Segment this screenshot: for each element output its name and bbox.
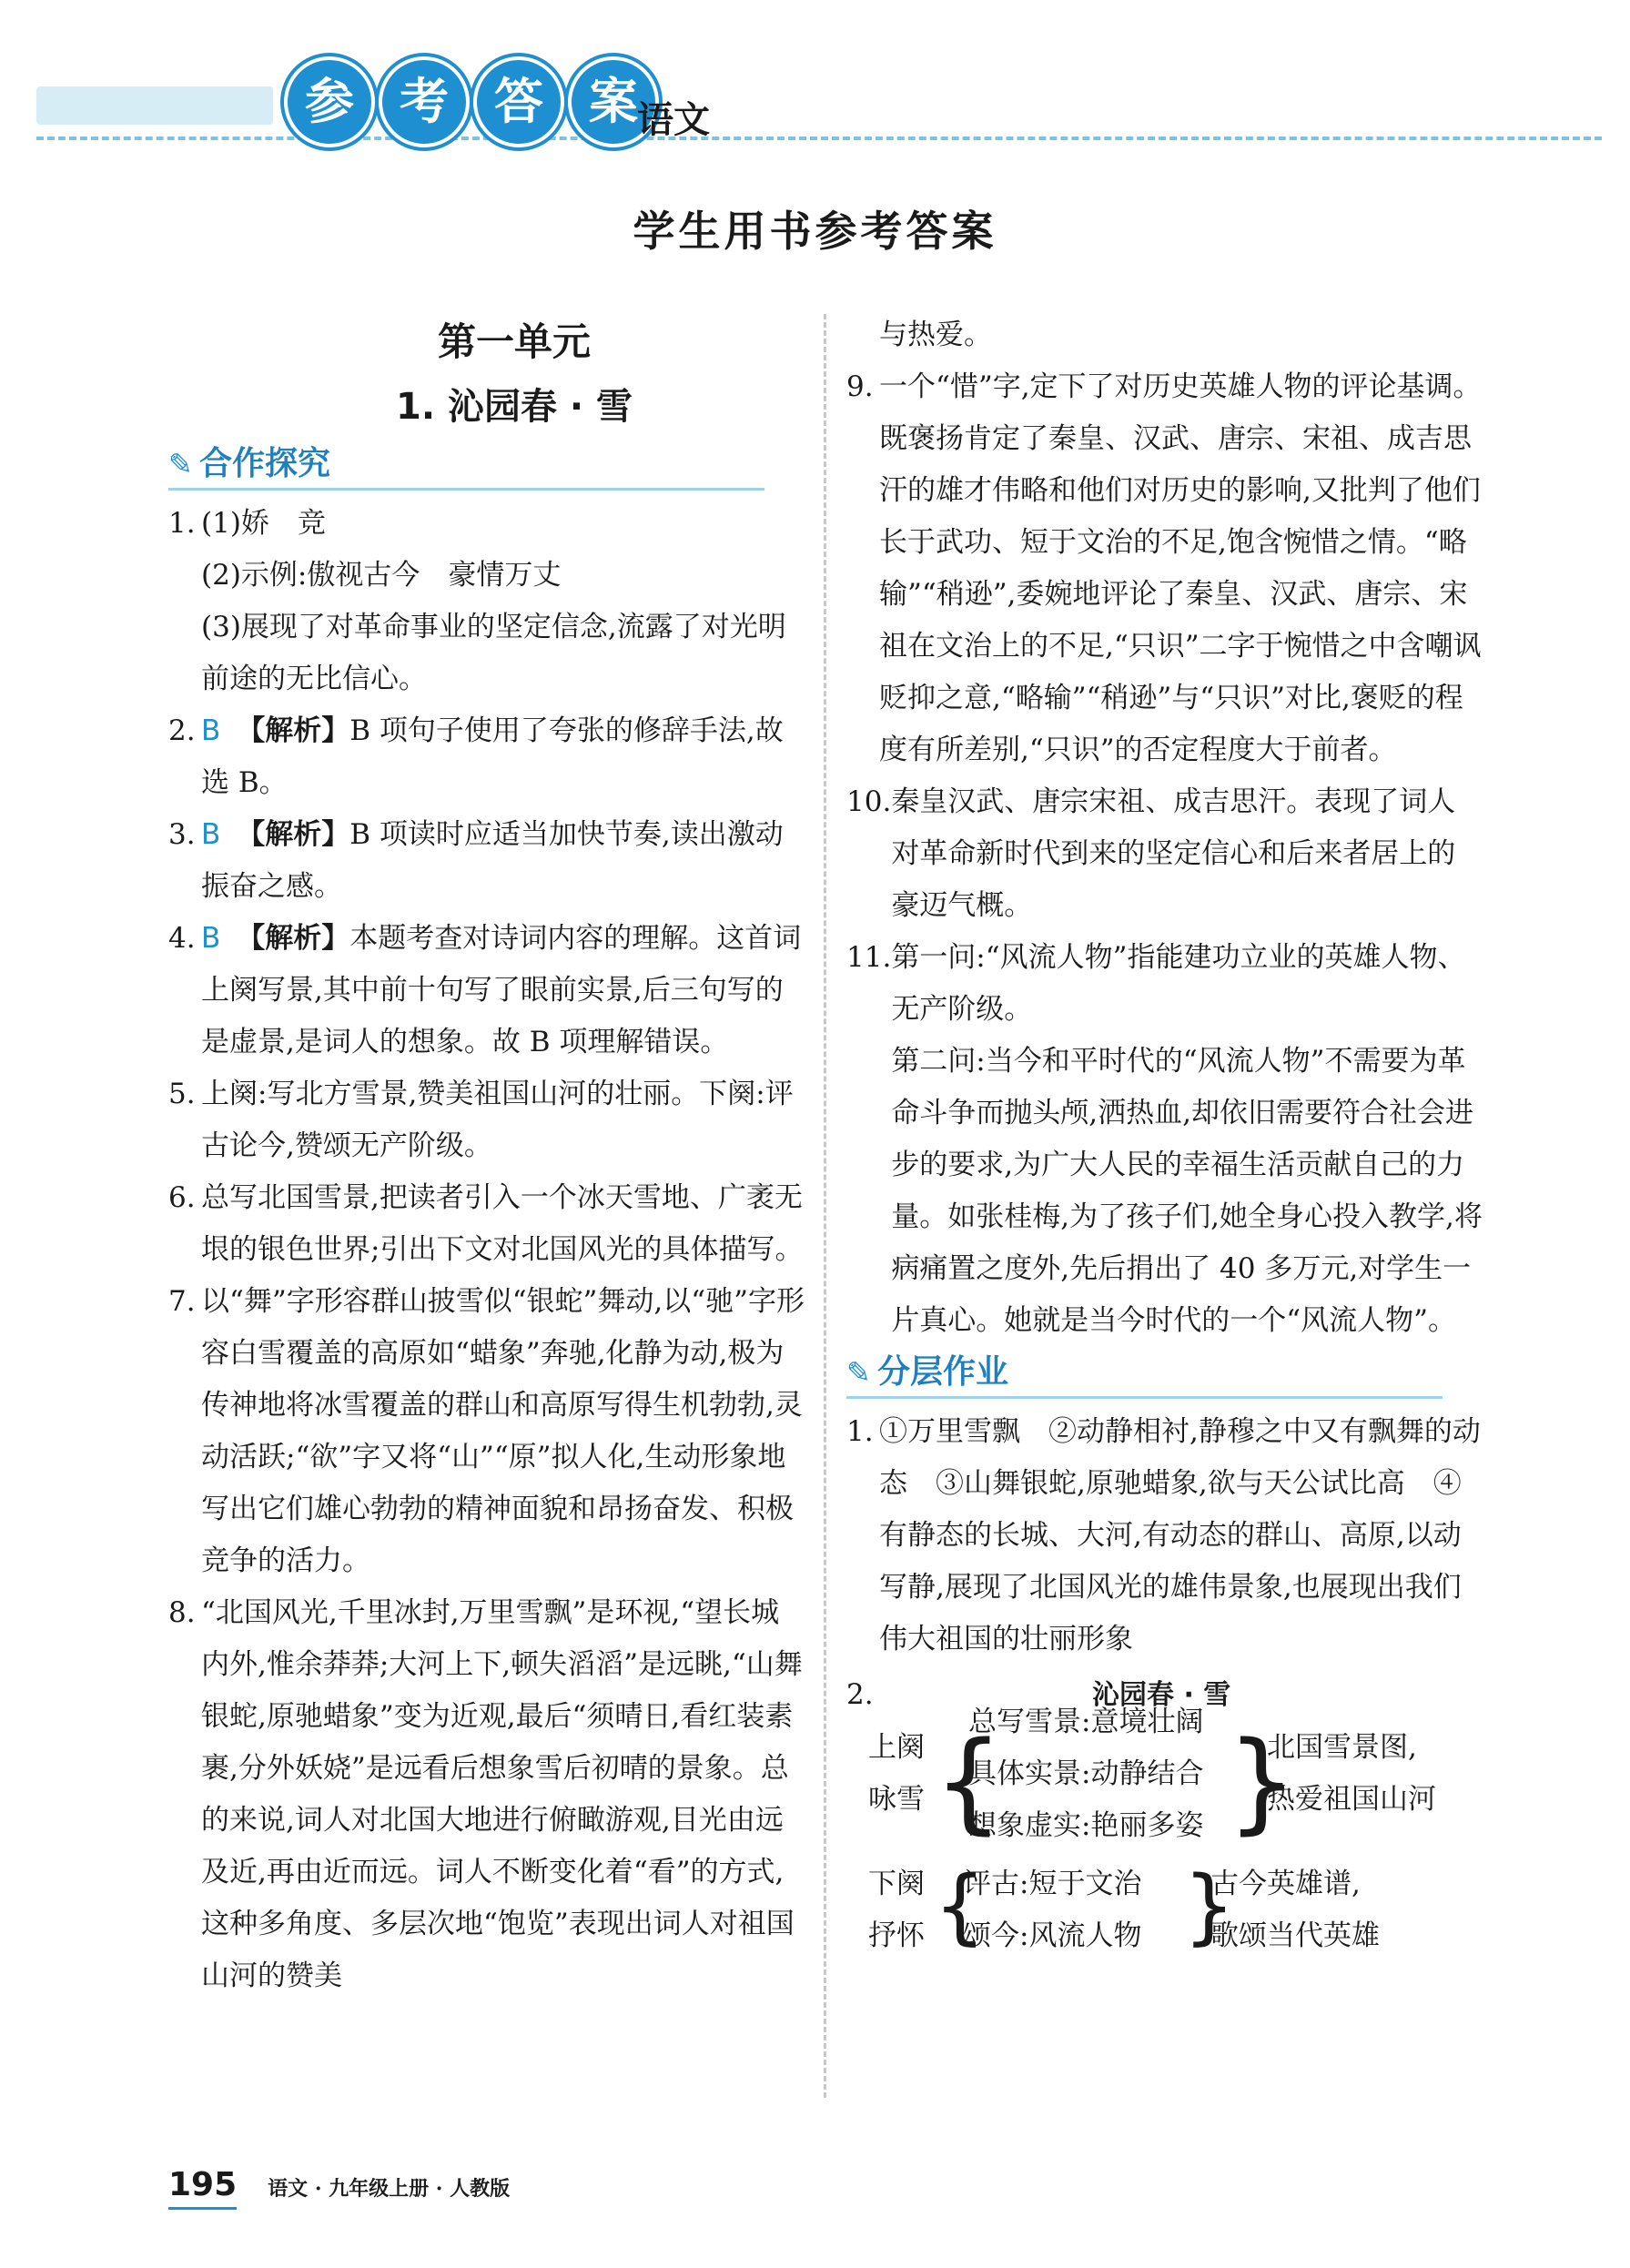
- question-number: 10.: [846, 785, 892, 818]
- question-number: 6.: [168, 1181, 196, 1214]
- badge-char: 案: [568, 56, 659, 147]
- question-number: 1.: [168, 507, 196, 540]
- diagram-result: 北国雪景图,: [1267, 1731, 1417, 1764]
- left-column: [168, 309, 805, 2002]
- analysis-text: 本题考查对诗词内容的理解。这首词上阕写景,其中前十句写了眼前实景,后三句写的是虚景,是词人的想象。故 B 项理解错误。: [201, 922, 802, 1058]
- diagram-item: 颂今:风流人物: [963, 1919, 1142, 1952]
- answer-part: (1)娇 竞: [201, 507, 326, 540]
- section-label: 合作探究: [199, 445, 331, 482]
- answer-body: [891, 932, 1483, 1347]
- answer-text: 秦皇汉武、唐宗宋祖、成吉思汗。表现了词人对革命新时代到来的坚定信心和后来者居上的豪迈气概。: [891, 785, 1456, 922]
- pencil-icon: ✎: [846, 1355, 871, 1390]
- diagram-item: 想象虚实:艳丽多姿: [968, 1809, 1204, 1842]
- pencil-icon: ✎: [168, 447, 193, 481]
- section-heading: [846, 1351, 1443, 1399]
- answer-item: [168, 809, 805, 913]
- answer-text: “北国风光,千里冰封,万里雪飘”是环视,“望长城内外,惟余莽莽;大河上下,顿失滔滔”是远眺,“山舞银蛇,原驰蜡象”变为近观,最后“须晴日,看红装素裹,分外妖娆”是远看后想象雪后初晴的景象。总的来说,词人对北国大地进行俯瞰游观,目光由远及近,再由近而远。词人不断变化着“看”的方式,这种多角度、多层次地“饱览”表现出词人对祖国山河的赞美: [201, 1596, 803, 1992]
- answer-item: [168, 1068, 805, 1172]
- answer-badges: [284, 56, 663, 147]
- right-brace-icon: }: [1183, 1858, 1236, 1954]
- left-brace-icon: {: [934, 1858, 987, 1954]
- answer-choice: B: [201, 714, 221, 747]
- diagram-item: 总写雪景:意境壮阔: [968, 1706, 1204, 1738]
- question-number: 9.: [846, 370, 874, 403]
- answer-item: [846, 776, 1483, 932]
- left-brace-icon: {: [934, 1719, 1004, 1846]
- badge-char: 考: [379, 56, 470, 147]
- answer-choice: B: [201, 818, 221, 851]
- badge-char: 参: [284, 56, 375, 147]
- page-header: [0, 0, 1630, 164]
- subject-label: 语文: [637, 99, 710, 141]
- answer-text: 以“舞”字形容群山披雪似“银蛇”舞动,以“驰”字形容白雪覆盖的高原如“蜡象”奔驰,化静为动,极为传神地将冰雪覆盖的群山和高原写得生机勃勃,灵动活跃;“欲”字又将“山”“原”拟人化,生动形象地写出它们雄心勃勃的精神面貌和昂扬奋发、积极竞争的活力。: [201, 1285, 805, 1577]
- diagram-label: 咏雪: [868, 1783, 925, 1816]
- right-column: [846, 309, 1483, 1954]
- answer-item: [168, 705, 805, 809]
- answer-text: 上阕:写北方雪景,赞美祖国山河的壮丽。下阕:评古论今,赞颂无产阶级。: [201, 1078, 794, 1162]
- question-number: 5.: [168, 1078, 196, 1110]
- diagram-result: 热爱祖国山河: [1267, 1783, 1436, 1816]
- answer-item: [168, 498, 805, 705]
- analysis-tag: 【解析】: [237, 922, 350, 955]
- footer-text: 语文 · 九年级上册 · 人教版: [268, 2177, 511, 2201]
- page-footer: [168, 2166, 510, 2210]
- answer-text: ①万里雪飘 ②动静相衬,静穆之中又有飘舞的动态 ③山舞银蛇,原驰蜡象,欲与天公试比高 ④有静态的长城、大河,有动态的群山、高原,以动写静,展现了北国风光的雄伟景象,也展现出我们伟大祖国的壮丽形象: [879, 1415, 1481, 1655]
- unit-title: 第一单元: [437, 319, 591, 364]
- answer-item: [168, 1587, 805, 2002]
- diagram-result: 歌颂当代英雄: [1210, 1919, 1380, 1952]
- analysis-tag: 【解析】: [237, 818, 350, 851]
- section-label: 分层作业: [877, 1353, 1009, 1391]
- answer-text: 一个“惜”字,定下了对历史英雄人物的评论基调。既褒扬肯定了秦皇、汉武、唐宗、宋祖、成吉思汗的雄才伟略和他们对历史的影响,又批判了他们长于武功、短于文治的不足,饱含惋惜之情。“略输”“稍逊”,委婉地评论了秦皇、汉武、唐宗、宋祖在文治上的不足,“只识”二字于惋惜之中含嘲讽贬抑之意,“略输”“稍逊”与“只识”对比,褒贬的程度有所差别,“只识”的否定程度大于前者。: [879, 370, 1482, 766]
- question-number: 7.: [168, 1285, 196, 1318]
- question-number: 2.: [846, 1678, 874, 1711]
- diagram-label: 抒怀: [868, 1919, 925, 1952]
- answer-body: [201, 913, 805, 1068]
- section-heading: [168, 442, 764, 491]
- analysis-tag: 【解析】: [237, 714, 350, 747]
- answer-item: [846, 1406, 1483, 1666]
- answer-body: [201, 705, 805, 809]
- question-number: 3.: [168, 818, 196, 851]
- question-number: 1.: [846, 1415, 874, 1448]
- page-number: 195: [168, 2166, 237, 2210]
- continued-text: 与热爱。: [879, 319, 992, 351]
- question-number: 4.: [168, 922, 196, 955]
- right-brace-icon: }: [1227, 1719, 1297, 1846]
- answer-item: [168, 1276, 805, 1587]
- diagram-title: 沁园春 · 雪: [1092, 1679, 1231, 1711]
- document-title: 学生用书参考答案: [633, 207, 997, 256]
- answer-body: [201, 498, 805, 705]
- analysis-text: B 项句子使用了夸张的修辞手法,故选 B。: [201, 714, 784, 799]
- answer-part: (3)展现了对革命事业的坚定信念,流露了对光明前途的无比信心。: [201, 611, 786, 695]
- answer-part: 第一问:“风流人物”指能建功立业的英雄人物、无产阶级。: [891, 941, 1466, 1026]
- answer-choice: B: [201, 922, 221, 955]
- answer-item: [846, 361, 1483, 776]
- lesson-title: 1. 沁园春 · 雪: [396, 386, 633, 428]
- diagram-result: 古今英雄谱,: [1210, 1868, 1361, 1900]
- answer-body: [201, 809, 805, 913]
- structure-diagram: [846, 1669, 1465, 1954]
- header-dashed-rule: [36, 137, 1602, 140]
- answer-part: (2)示例:傲视古今 豪情万丈: [201, 559, 562, 592]
- question-number: 2.: [168, 714, 196, 747]
- analysis-text: B 项读时应适当加快节奏,读出激动振奋之感。: [201, 818, 784, 903]
- badge-char: 答: [473, 56, 564, 147]
- diagram-item: 评古:短于文治: [963, 1868, 1142, 1900]
- column-divider: [824, 314, 826, 2098]
- question-number: 11.: [846, 941, 892, 974]
- diagram-item: 具体实景:动静结合: [968, 1757, 1204, 1790]
- answer-text: 总写北国雪景,把读者引入一个冰天雪地、广袤无垠的银色世界;引出下文对北国风光的具体描写。: [201, 1181, 804, 1266]
- question-number: 8.: [168, 1596, 196, 1629]
- answer-item: [168, 1172, 805, 1276]
- header-band: [36, 86, 273, 125]
- answer-item: [846, 932, 1483, 1347]
- diagram-label: 下阕: [868, 1868, 925, 1900]
- diagram-label: 上阕: [868, 1731, 925, 1764]
- answer-part: 第二问:当今和平时代的“风流人物”不需要为革命斗争而抛头颅,洒热血,却依旧需要符合社会进步的要求,为广大人民的幸福生活贡献自己的力量。如张桂梅,为了孩子们,她全身心投入教学,将病痛置之度外,先后捐出了 40 多万元,对学生一片真心。她就是当今时代的一个“风流人物”。: [891, 1045, 1483, 1337]
- answer-item: [168, 913, 805, 1068]
